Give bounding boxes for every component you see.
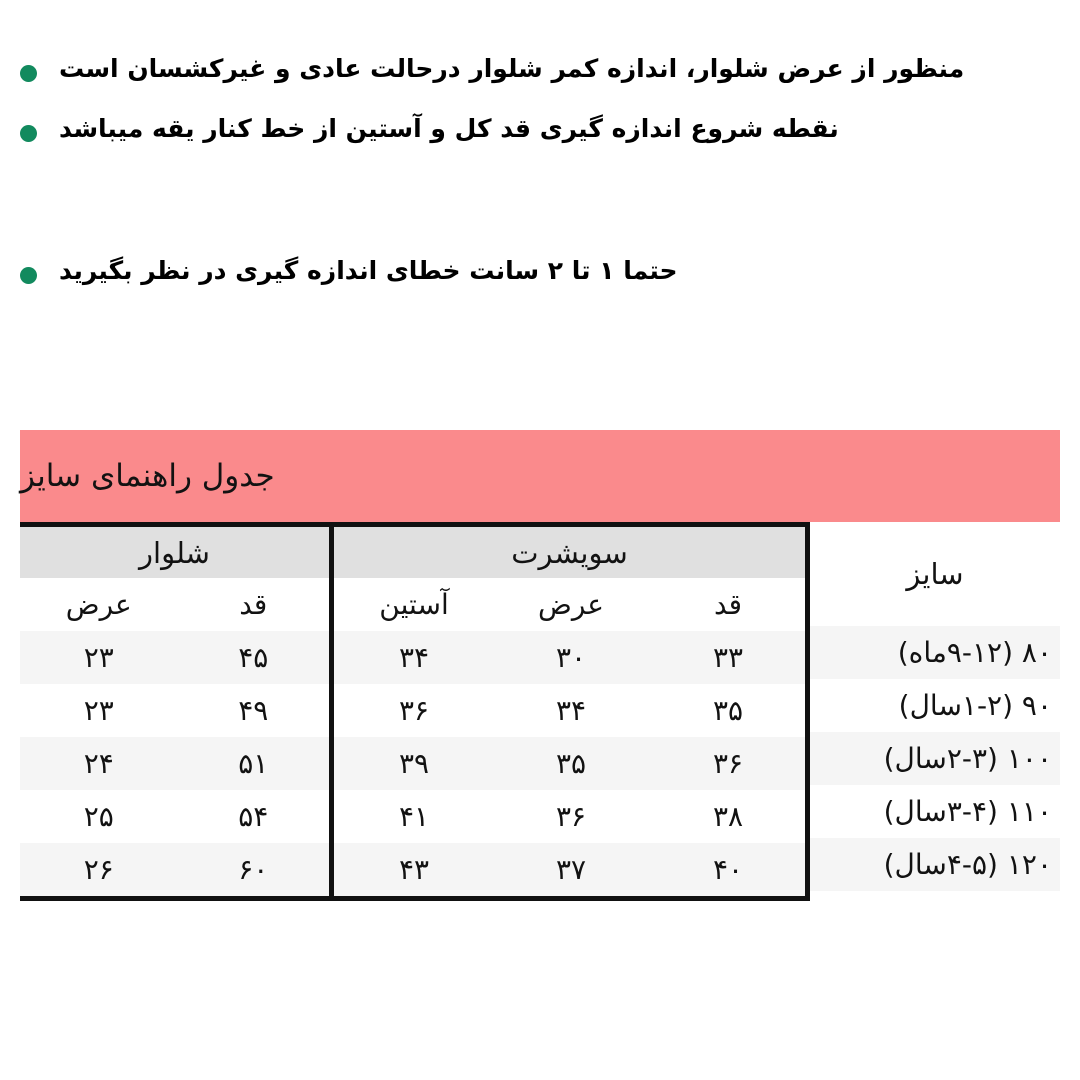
note-item (20, 254, 1060, 288)
table-row (334, 684, 805, 737)
sweatshirt-group (334, 527, 805, 896)
cell-pants-length: ۶۰ (175, 843, 330, 896)
cell-pants-length: ۴۹ (175, 684, 330, 737)
measurement-notes-list (20, 52, 1060, 313)
cell-sweatshirt-length: ۳۵ (648, 684, 805, 737)
table-row (20, 684, 329, 737)
cell-sweatshirt-width: ۳۴ (491, 684, 648, 737)
cell-sweatshirt-length: ۴۰ (648, 843, 805, 896)
size-column-header: سایز (810, 522, 1060, 626)
cell-pants-width: ۲۵ (20, 790, 175, 843)
table-row (334, 631, 805, 684)
pants-group (20, 527, 334, 896)
bullet-dot-icon (20, 267, 37, 284)
cell-pants-length: ۴۵ (175, 631, 330, 684)
pants-group-header: شلوار (20, 527, 329, 578)
cell-sweatshirt-sleeve: ۴۱ (334, 790, 491, 843)
sweatshirt-subheader-row (334, 578, 805, 631)
note-item (20, 112, 1060, 146)
cell-pants-width: ۲۳ (20, 631, 175, 684)
cell-sweatshirt-length: ۳۸ (648, 790, 805, 843)
column-header-pants-length: قد (175, 578, 330, 631)
measurements-frame (20, 522, 810, 901)
column-header-sweatshirt-width: عرض (491, 578, 648, 631)
cell-sweatshirt-sleeve: ۳۴ (334, 631, 491, 684)
size-cell: ۱۱۰ (۳-۴سال) (810, 785, 1060, 838)
pants-body (20, 631, 329, 896)
cell-sweatshirt-length: ۳۳ (648, 631, 805, 684)
size-cell: ۱۰۰ (۲-۳سال) (810, 732, 1060, 785)
size-cell: ۱۲۰ (۴-۵سال) (810, 838, 1060, 891)
column-header-pants-width: عرض (20, 578, 175, 631)
bullet-dot-icon (20, 65, 37, 82)
note-text: منظور از عرض شلوار، اندازه کمر شلوار درحالت عادی و غیرکشسان است (59, 54, 965, 83)
cell-sweatshirt-width: ۳۶ (491, 790, 648, 843)
note-item (20, 52, 1060, 86)
table-row (20, 737, 329, 790)
table-row (20, 843, 329, 896)
sweatshirt-body (334, 631, 805, 896)
size-cell: ۹۰ (۱-۲سال) (810, 679, 1060, 732)
size-guide-title: جدول راهنمای سایز (20, 458, 275, 494)
bullet-dot-icon (20, 125, 37, 142)
table-row (334, 843, 805, 896)
size-column (810, 522, 1060, 901)
cell-pants-width: ۲۳ (20, 684, 175, 737)
note-text: حتما ۱ تا ۲ سانت خطای اندازه گیری در نظر بگیرید (59, 255, 678, 285)
cell-pants-length: ۵۱ (175, 737, 330, 790)
table-row (20, 790, 329, 843)
table-row (334, 790, 805, 843)
size-cell: ۸۰ (۹-۱۲ماه) (810, 626, 1060, 679)
cell-sweatshirt-length: ۳۶ (648, 737, 805, 790)
note-text: نقطه شروع اندازه گیری قد کل و آستین از خط کنار یقه میباشد (59, 113, 839, 143)
size-guide-banner (20, 430, 1060, 522)
cell-pants-width: ۲۶ (20, 843, 175, 896)
size-table-grid (20, 522, 1060, 901)
column-header-sweatshirt-sleeve: آستین (334, 578, 491, 631)
table-row (20, 631, 329, 684)
sweatshirt-group-header: سویشرت (334, 527, 805, 578)
pants-subheader-row (20, 578, 329, 631)
cell-sweatshirt-width: ۳۵ (491, 737, 648, 790)
cell-pants-length: ۵۴ (175, 790, 330, 843)
size-guide-table (20, 430, 1060, 901)
cell-sweatshirt-sleeve: ۳۶ (334, 684, 491, 737)
column-header-sweatshirt-length: قد (648, 578, 805, 631)
cell-sweatshirt-sleeve: ۳۹ (334, 737, 491, 790)
cell-sweatshirt-sleeve: ۴۳ (334, 843, 491, 896)
cell-sweatshirt-width: ۳۰ (491, 631, 648, 684)
cell-pants-width: ۲۴ (20, 737, 175, 790)
table-row (334, 737, 805, 790)
cell-sweatshirt-width: ۳۷ (491, 843, 648, 896)
